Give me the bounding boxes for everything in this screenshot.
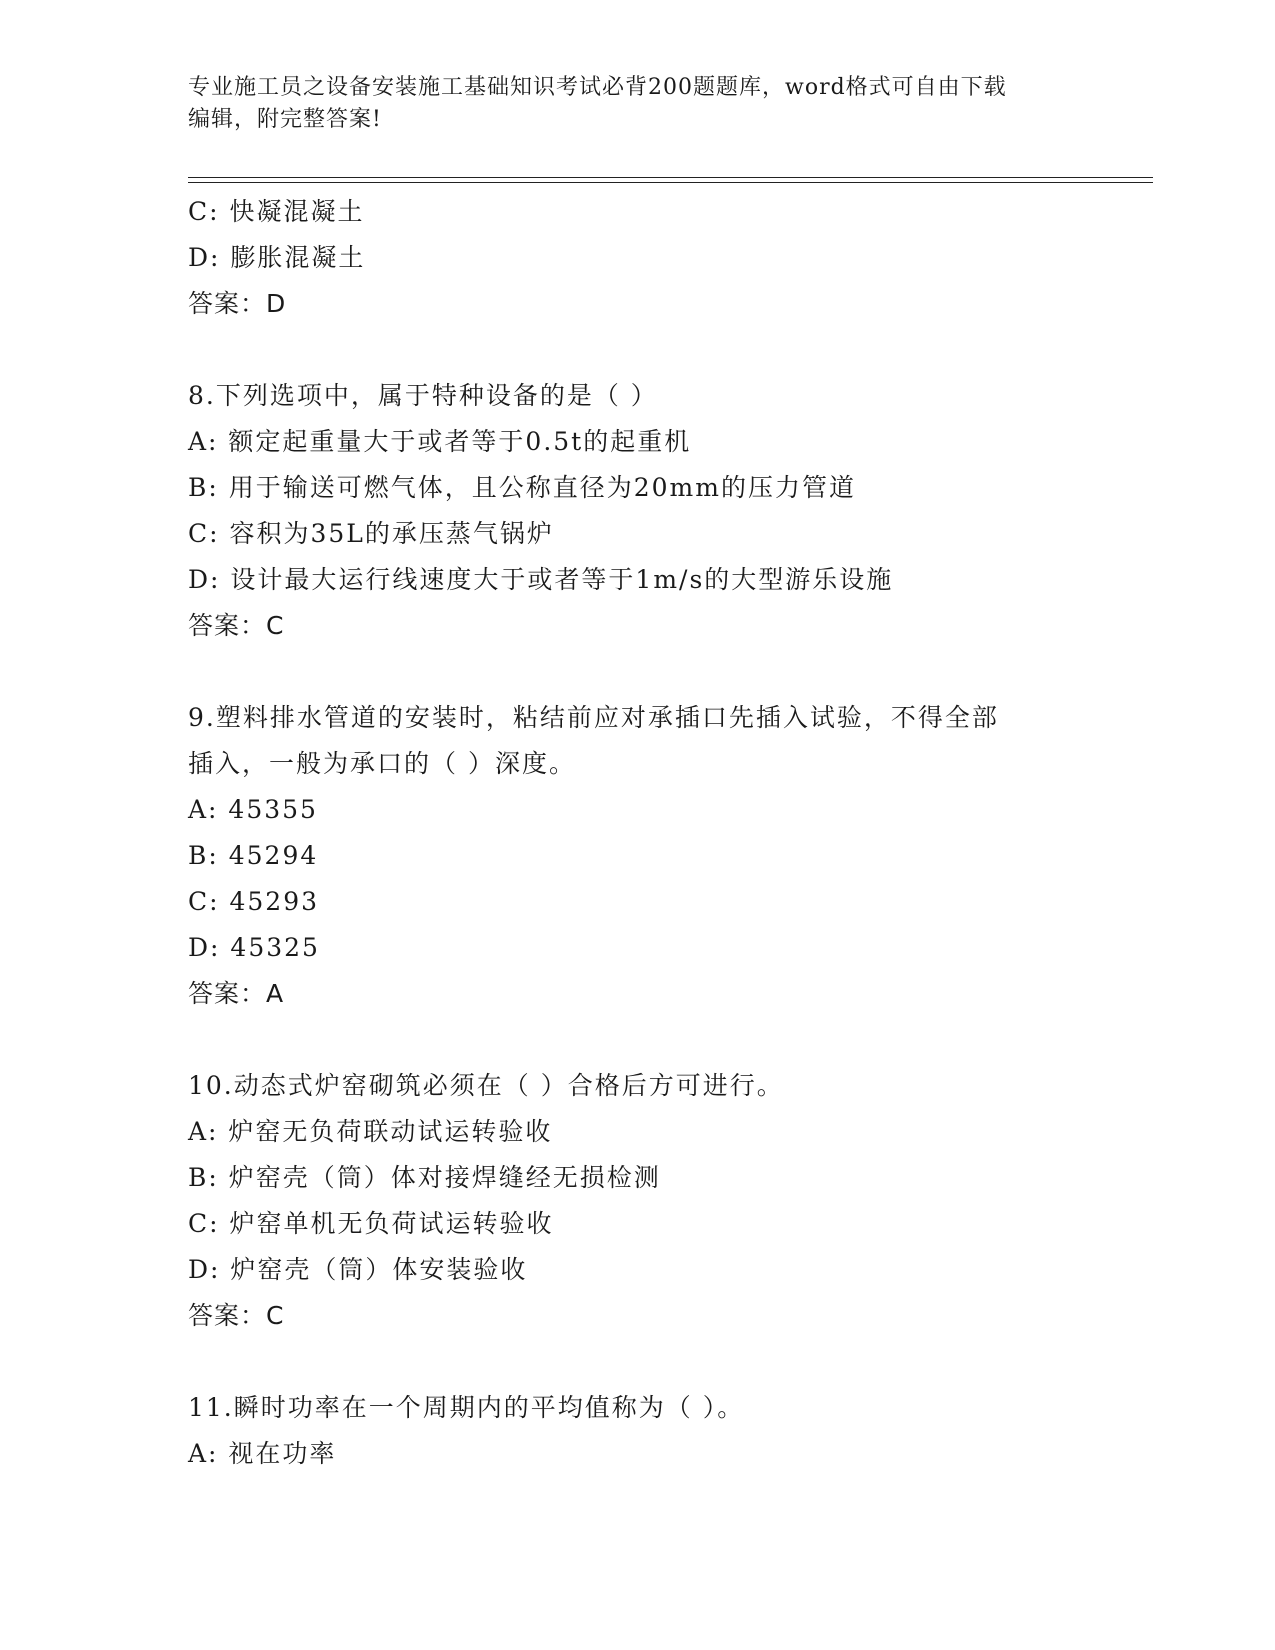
block-spacer bbox=[188, 1017, 1088, 1063]
header-divider-top bbox=[188, 177, 1153, 178]
answer-line: 答案：A bbox=[188, 979, 285, 1008]
answer-line: 答案：C bbox=[188, 611, 285, 640]
option-c: C: 快凝混凝土 bbox=[188, 197, 365, 226]
option-c: C: 容积为35L的承压蒸气锅炉 bbox=[188, 519, 554, 548]
answer-line: 答案：C bbox=[188, 1301, 285, 1330]
question-stem: 8.下列选项中，属于特种设备的是（ ） bbox=[188, 381, 658, 410]
question-list bbox=[188, 189, 1088, 1477]
option-a: A: 炉窑无负荷联动试运转验收 bbox=[188, 1117, 553, 1146]
option-a: A: 视在功率 bbox=[188, 1439, 337, 1468]
block-spacer bbox=[188, 649, 1088, 695]
option-d: D: 炉窑壳（筒）体安装验收 bbox=[188, 1255, 528, 1284]
question-stem: 10.动态式炉窑砌筑必须在（ ）合格后方可进行。 bbox=[188, 1071, 784, 1100]
option-b: B: 用于输送可燃气体，且公称直径为20mm的压力管道 bbox=[188, 473, 856, 502]
option-c: C: 炉窑单机无负荷试运转验收 bbox=[188, 1209, 554, 1238]
question-stem: 11.瞬时功率在一个周期内的平均值称为（ ）。 bbox=[188, 1393, 745, 1422]
option-a: A: 45355 bbox=[188, 795, 318, 824]
question-block bbox=[188, 189, 1088, 327]
block-spacer bbox=[188, 327, 1088, 373]
page-header bbox=[188, 72, 1068, 136]
option-b: B: 炉窑壳（筒）体对接焊缝经无损检测 bbox=[188, 1163, 661, 1192]
option-d: D: 设计最大运行线速度大于或者等于1m/s的大型游乐设施 bbox=[188, 565, 894, 594]
question-stem-continued: 插入，一般为承口的（ ）深度。 bbox=[188, 749, 576, 778]
question-block bbox=[188, 373, 1088, 649]
question-block bbox=[188, 695, 1088, 1017]
answer-line: 答案：D bbox=[188, 289, 287, 318]
option-a: A: 额定起重量大于或者等于0.5t的起重机 bbox=[188, 427, 692, 456]
block-spacer bbox=[188, 1339, 1088, 1385]
option-c: C: 45293 bbox=[188, 887, 320, 916]
option-b: B: 45294 bbox=[188, 841, 319, 870]
header-title-line-2: 编辑，附完整答案! bbox=[188, 107, 382, 132]
option-d: D: 45325 bbox=[188, 933, 320, 962]
header-title-line-1: 专业施工员之设备安装施工基础知识考试必背200题题库，word格式可自由下载 bbox=[188, 75, 1007, 100]
header-divider-bottom bbox=[188, 182, 1153, 183]
question-block bbox=[188, 1385, 1088, 1477]
question-block bbox=[188, 1063, 1088, 1339]
question-stem: 9.塑料排水管道的安装时，粘结前应对承插口先插入试验，不得全部 bbox=[188, 703, 999, 732]
option-d: D: 膨胀混凝土 bbox=[188, 243, 366, 272]
